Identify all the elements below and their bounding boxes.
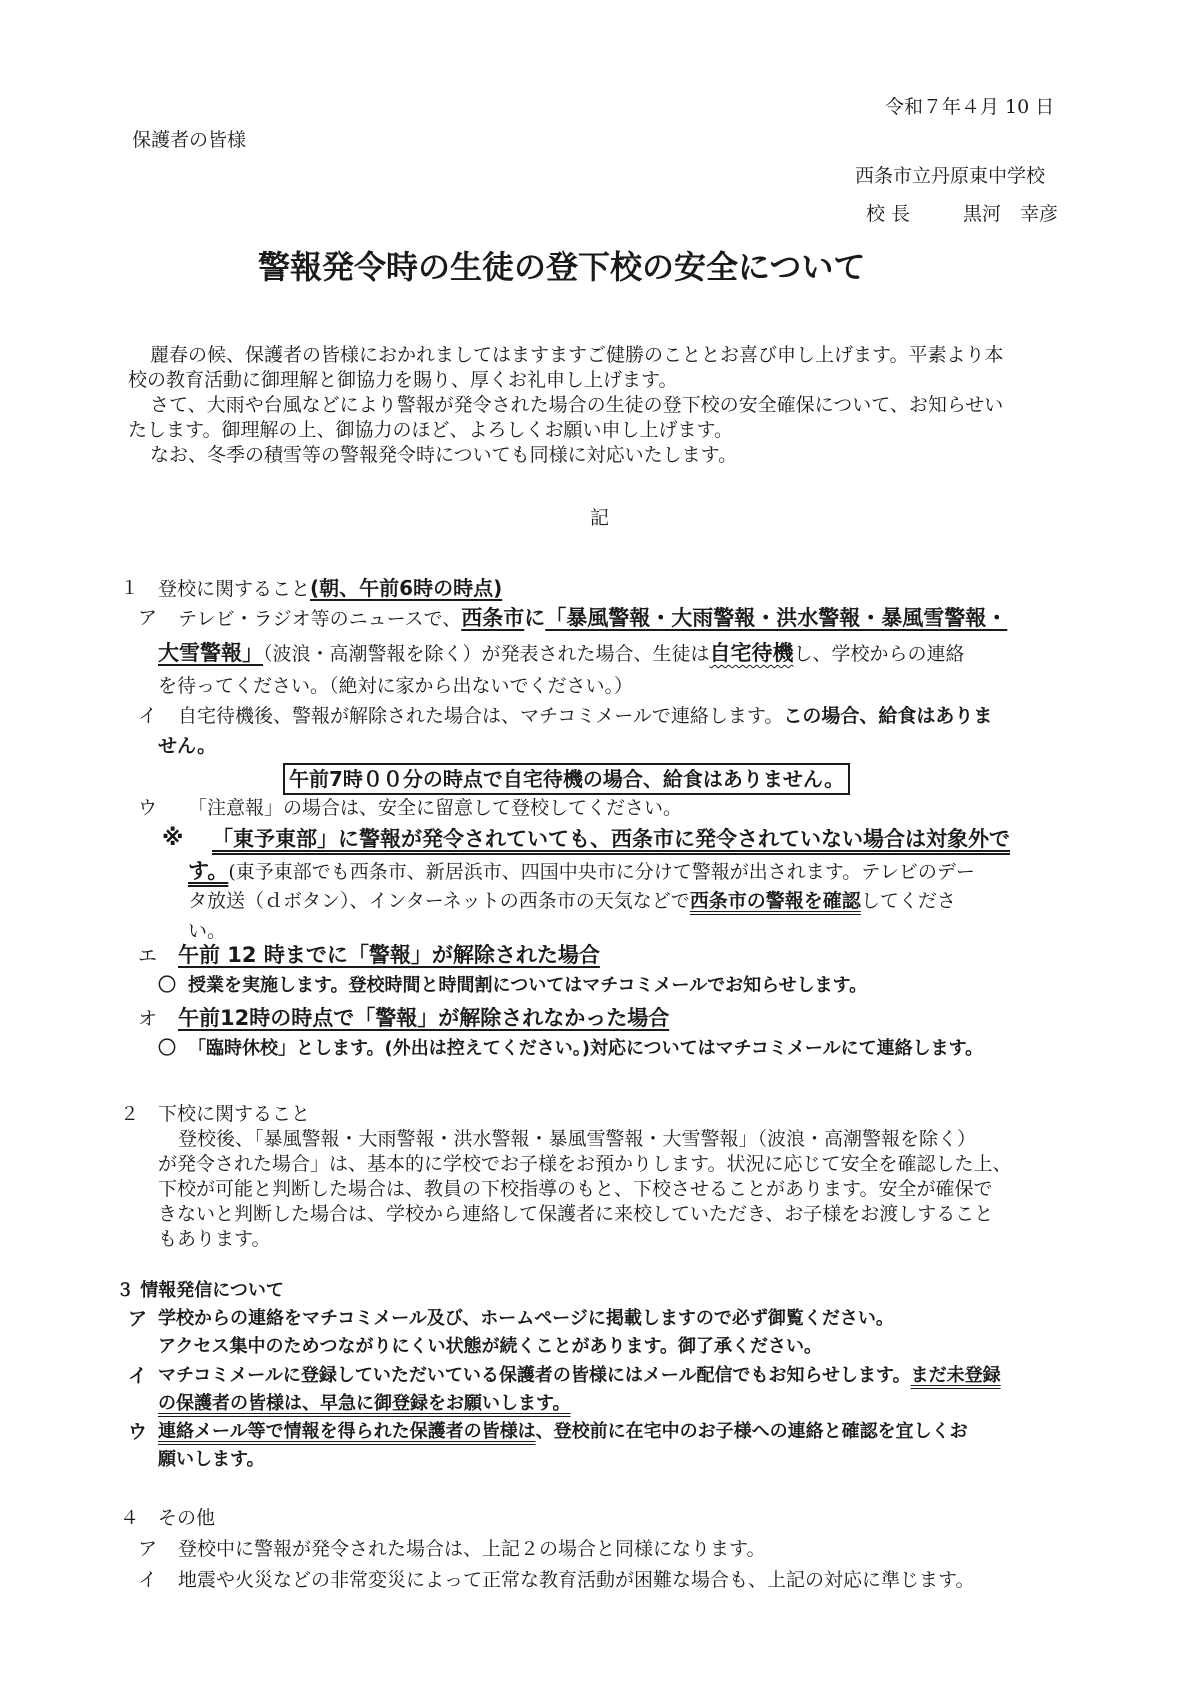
- no-lunch-notice: 午前7時００分の時点で自宅待機の場合、給食はありません。: [283, 763, 850, 795]
- s1-e-heading: 午前 12 時までに「警報」が解除された場合: [178, 943, 600, 967]
- s1-note-confirm: 西条市の警報を確認: [689, 890, 861, 912]
- s1-a-line2-post: し、学校からの連絡: [793, 643, 965, 665]
- s1-a-line2-mid: （波浪・高潮警報を除く）が発表された場合、生徒は: [263, 643, 710, 665]
- s1-a-line3: を待ってください。（絶対に家から出ないでください。）: [158, 675, 634, 697]
- ki-mark: 記: [590, 507, 610, 529]
- s1-i-line1: [178, 701, 992, 731]
- principal-name: 黒河 幸彦: [963, 203, 1059, 225]
- intro-p1-line1: 麗春の候、保護者の皆様におかれましてはますますご健勝のこととお喜び申し上げます。平素より本: [150, 344, 1004, 366]
- s4-i-body: 地震や火災などの非常変災によって正常な教育活動が困難な場合も、上記の対応に準じます。: [178, 1569, 975, 1591]
- s3-i-line1: [158, 1361, 1001, 1391]
- s2-number: ２: [120, 1103, 140, 1125]
- s3-u-line1-pre: 連絡メール等で情報を得られた保護者の皆様は: [158, 1421, 536, 1442]
- recipient: 保護者の皆様: [132, 129, 247, 151]
- document-date: 令和７年４月 10 日: [885, 96, 1055, 118]
- s2-line1: 登校後、「暴風警報・大雨警報・洪水警報・暴風雪警報・大雪警報」（波浪・高潮警報を除く）: [178, 1128, 977, 1150]
- s1-note-line2-rest: (東予東部でも西条市、新居浜市、四国中央市に分けて警報が出されます。テレビのデー: [228, 861, 975, 883]
- s2-line4: きないと判断した場合は、学校から連絡して保護者に来校していただき、お子様をお渡しすること: [158, 1203, 994, 1225]
- s1-heading-text: 登校に関すること: [158, 578, 311, 600]
- intro-p3-line1: なお、冬季の積雪等の警報発令時についても同様に対応いたします。: [150, 444, 738, 466]
- s3-a-line1: 学校からの連絡をマチコミメール及び、ホームページに掲載しますので必ず御覧ください。: [158, 1308, 894, 1329]
- s1-i-mark: イ: [138, 705, 158, 727]
- s1-a-warnings: 「暴風警報・大雨警報・洪水警報・暴風雪警報・: [545, 606, 1008, 630]
- s1-i-line1-pre: 自宅待機後、警報が解除された場合は、マチコミメールで連絡します。: [178, 705, 784, 727]
- s1-heading-note: (朝、午前6時の時点): [310, 576, 503, 600]
- s2-line2: が発令された場合」は、基本的に学校でお子様をお預かりします。状況に応じて安全を確認した上、: [158, 1153, 1012, 1175]
- s1-heading: [158, 573, 502, 604]
- s3-i-line1-post: まだ未登録: [910, 1365, 1001, 1386]
- s1-e-mark: エ: [138, 945, 158, 967]
- s1-note-line3-post: してくださ: [860, 890, 956, 912]
- s1-a-ni: に: [524, 606, 546, 630]
- s3-i-line1-pre: マチコミメールに登録していただいている保護者の皆様にはメール配信でもお知らせします。: [158, 1365, 911, 1386]
- s1-note-line2: [188, 856, 975, 887]
- s1-number: １: [120, 577, 140, 599]
- s2-heading: 下校に関すること: [158, 1103, 311, 1125]
- intro-p2-line1: さて、大雨や台風などにより警報が発令された場合の生徒の登下校の安全確保について、お知らせい: [150, 394, 1004, 416]
- s2-line5: もあります。: [158, 1228, 271, 1250]
- s1-o-circle: 〇: [158, 1038, 176, 1059]
- s1-u-line1: 「注意報」の場合は、安全に留意して登校してください。: [188, 797, 683, 819]
- s3-u-line1: [158, 1417, 968, 1447]
- s1-o-mark: オ: [138, 1008, 158, 1030]
- s4-i-mark: イ: [138, 1569, 158, 1591]
- s3-a-mark: ア: [128, 1308, 148, 1330]
- school-name: 西条市立丹原東中学校: [855, 165, 1046, 187]
- intro-p2-line2: たします。御理解の上、御協力のほど、よろしくお願い申し上げます。: [128, 419, 733, 441]
- s1-a-warnings-cont: 大雪警報」: [158, 641, 263, 665]
- page-title: 警報発令時の生徒の登下校の安全について: [258, 248, 866, 286]
- s1-note-line1: 「東予東部」に警報が発令されていても、西条市に発令されていない場合は対象外で: [212, 827, 1010, 851]
- s4-a-mark: ア: [138, 1538, 158, 1560]
- s1-o-heading: 午前12時の時点で「警報」が解除されなかった場合: [178, 1006, 670, 1030]
- s1-a-line1-pre: テレビ・ラジオ等のニュースで、: [178, 608, 462, 630]
- s1-a-city: 西条市: [461, 606, 525, 630]
- s1-a-line2: [158, 638, 965, 670]
- s1-i-line2: せん。: [158, 735, 217, 757]
- s1-e-circle: 〇: [158, 975, 176, 996]
- s1-note-line3: [188, 886, 956, 916]
- s3-i-mark: イ: [128, 1365, 148, 1387]
- s3-u-line2: 願いします。: [158, 1449, 265, 1470]
- s1-a-home-wait: 自宅待機: [709, 641, 794, 665]
- s1-u-mark: ウ: [138, 797, 158, 819]
- s1-a-line1: [178, 603, 1007, 635]
- s3-heading: ３ 情報発信について: [116, 1280, 284, 1301]
- s1-note-line4: い。: [188, 920, 227, 942]
- s4-number: ４: [120, 1507, 140, 1529]
- s3-u-mark: ウ: [128, 1421, 148, 1443]
- s3-u-line1-post: 、登校前に在宅中のお子様への連絡と確認を宜しくお: [535, 1421, 968, 1442]
- s1-i-line1-post: この場合、給食はありま: [783, 705, 993, 727]
- s1-note-mark: ※: [162, 826, 184, 851]
- s1-e-body: 授業を実施します。登校時間と時間割についてはマチコミメールでお知らせします。: [188, 975, 868, 996]
- s4-a-body: 登校中に警報が発令された場合は、上記２の場合と同様になります。: [178, 1538, 766, 1560]
- s1-a-mark: ア: [138, 607, 158, 629]
- intro-p1-line2: 校の教育活動に御理解と御協力を賜り、厚くお礼申し上げます。: [128, 369, 678, 391]
- s2-line3: 下校が可能と判断した場合は、教員の下校指導のもと、下校させることがあります。安全が確保で: [158, 1178, 993, 1200]
- s1-o-body: 「臨時休校」とします。(外出は控えてください。)対応についてはマチコミメールにて連絡します。: [188, 1038, 984, 1059]
- s3-a-line2: アクセス集中のためつながりにくい状態が続くことがあります。御了承ください。: [158, 1336, 823, 1357]
- s4-heading: その他: [158, 1507, 216, 1529]
- s3-i-line2: の保護者の皆様は、早急に御登録をお願いします。: [158, 1393, 571, 1414]
- s1-note-line3-pre: タ放送（ｄボタン）、インターネットの西条市の天気などで: [188, 890, 690, 912]
- s1-note-line2-bold: す。: [188, 859, 229, 883]
- principal-title: 校 長: [866, 203, 911, 225]
